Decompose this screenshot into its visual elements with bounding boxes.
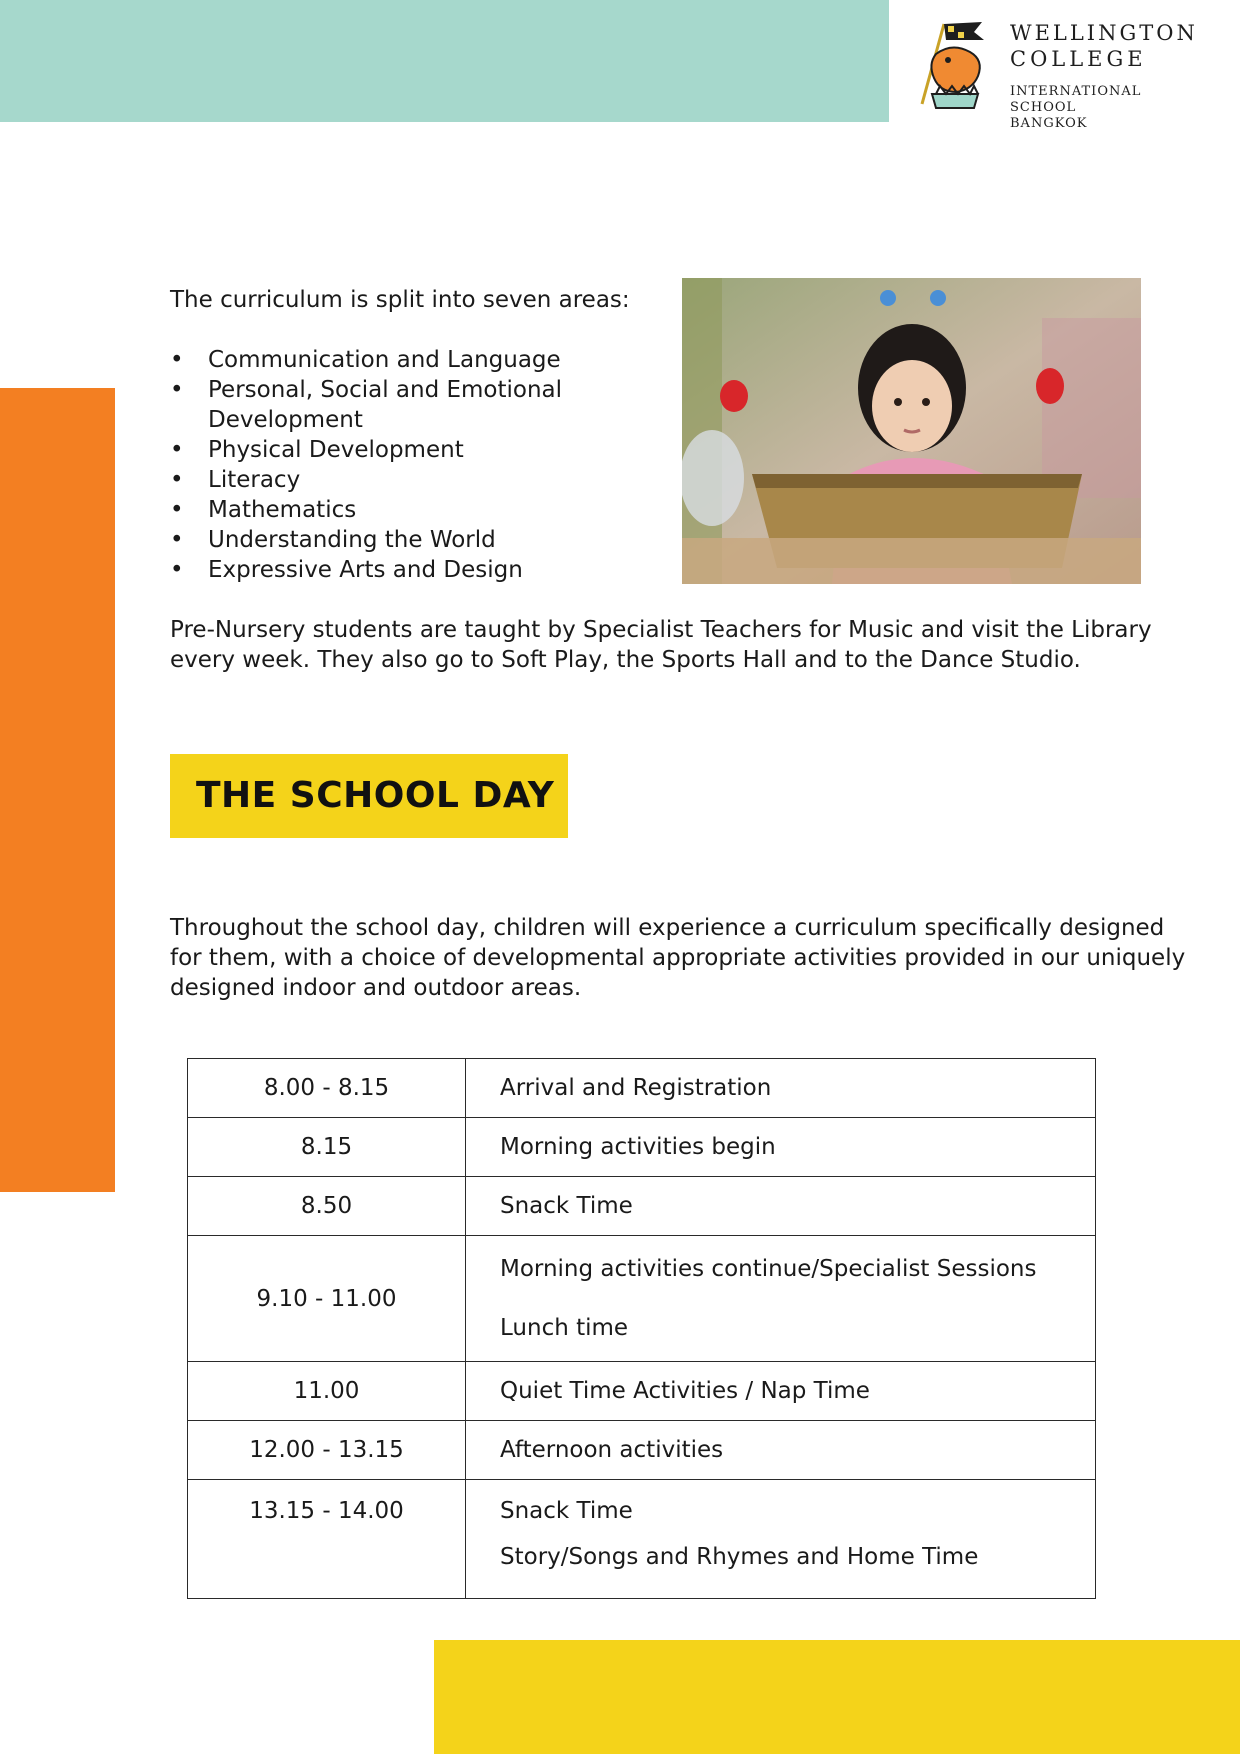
table-row — [188, 1118, 1096, 1177]
list-item: • Mathematics — [170, 495, 630, 525]
schedule-time: 13.15 - 14.00 — [249, 1498, 404, 1524]
table-row — [188, 1421, 1096, 1480]
list-item: • Communication and Language — [170, 345, 630, 375]
schedule-time: 8.00 - 8.15 — [188, 1059, 466, 1118]
list-item: • Physical Development — [170, 435, 630, 465]
schedule-activity: Quiet Time Activities / Nap Time — [466, 1362, 1096, 1421]
schedule-activity: Morning activities continue/Specialist Sessions — [500, 1256, 1037, 1282]
table-row — [188, 1177, 1096, 1236]
curriculum-intro: The curriculum is split into seven areas: — [170, 287, 630, 313]
specialist-paragraph: Pre-Nursery students are taught by Specialist Teachers for Music and visit the Library every week. They also go to Soft Play, the Sports Hall and to the Dance Studio. — [170, 617, 1152, 673]
table-row — [188, 1236, 1096, 1362]
list-item: • Personal, Social and Emotional Development — [170, 375, 630, 435]
schedule-table — [187, 1058, 1096, 1599]
schedule-activity: Morning activities begin — [466, 1118, 1096, 1177]
section-title: THE SCHOOL DAY — [196, 775, 555, 816]
schedule-activity: Story/Songs and Rhymes and Home Time — [500, 1544, 979, 1570]
table-row — [188, 1480, 1096, 1599]
schedule-time-cell — [188, 1480, 466, 1599]
schedule-time: 8.15 — [188, 1118, 466, 1177]
schedule-activity: Lunch time — [500, 1315, 629, 1341]
section-banner — [170, 754, 568, 838]
left-orange-band — [0, 388, 115, 1192]
logo-name-line2: COLLEGE — [1010, 47, 1147, 71]
logo-sub-line1: INTERNATIONAL SCHOOL — [1010, 84, 1142, 115]
logo-name-line1: WELLINGTON — [1010, 21, 1198, 45]
schedule-time: 12.00 - 13.15 — [188, 1421, 466, 1480]
schedule-activity: Snack Time — [500, 1498, 633, 1524]
schedule-activity: Arrival and Registration — [466, 1059, 1096, 1118]
table-row — [188, 1059, 1096, 1118]
logo-sub-line2: BANGKOK — [1010, 116, 1088, 131]
list-item: • Literacy — [170, 465, 630, 495]
logo-wordmark — [1010, 20, 1212, 132]
schedule-activity: Snack Time — [466, 1177, 1096, 1236]
bottom-yellow-band — [434, 1640, 1240, 1754]
list-item: • Understanding the World — [170, 525, 630, 555]
schedule-time: 8.50 — [188, 1177, 466, 1236]
child-photo — [682, 278, 1141, 584]
school-logo — [912, 14, 1212, 131]
schedule-time: 11.00 — [188, 1362, 466, 1421]
list-item: • Expressive Arts and Design — [170, 555, 630, 585]
school-day-description: Throughout the school day, children will experience a curriculum specifically designed for them, with a choice of developmental appropriate activities provided in our uniquely designed indoor and outdoor areas. — [170, 915, 1186, 1001]
schedule-time: 9.10 - 11.00 — [188, 1236, 466, 1362]
schedule-activity-cell — [466, 1480, 1096, 1599]
top-teal-band — [0, 0, 889, 122]
schedule-activity: Afternoon activities — [466, 1421, 1096, 1480]
lion-crest-icon — [912, 14, 994, 114]
curriculum-areas-list — [170, 345, 630, 585]
schedule-activity-cell — [466, 1236, 1096, 1362]
table-row — [188, 1362, 1096, 1421]
